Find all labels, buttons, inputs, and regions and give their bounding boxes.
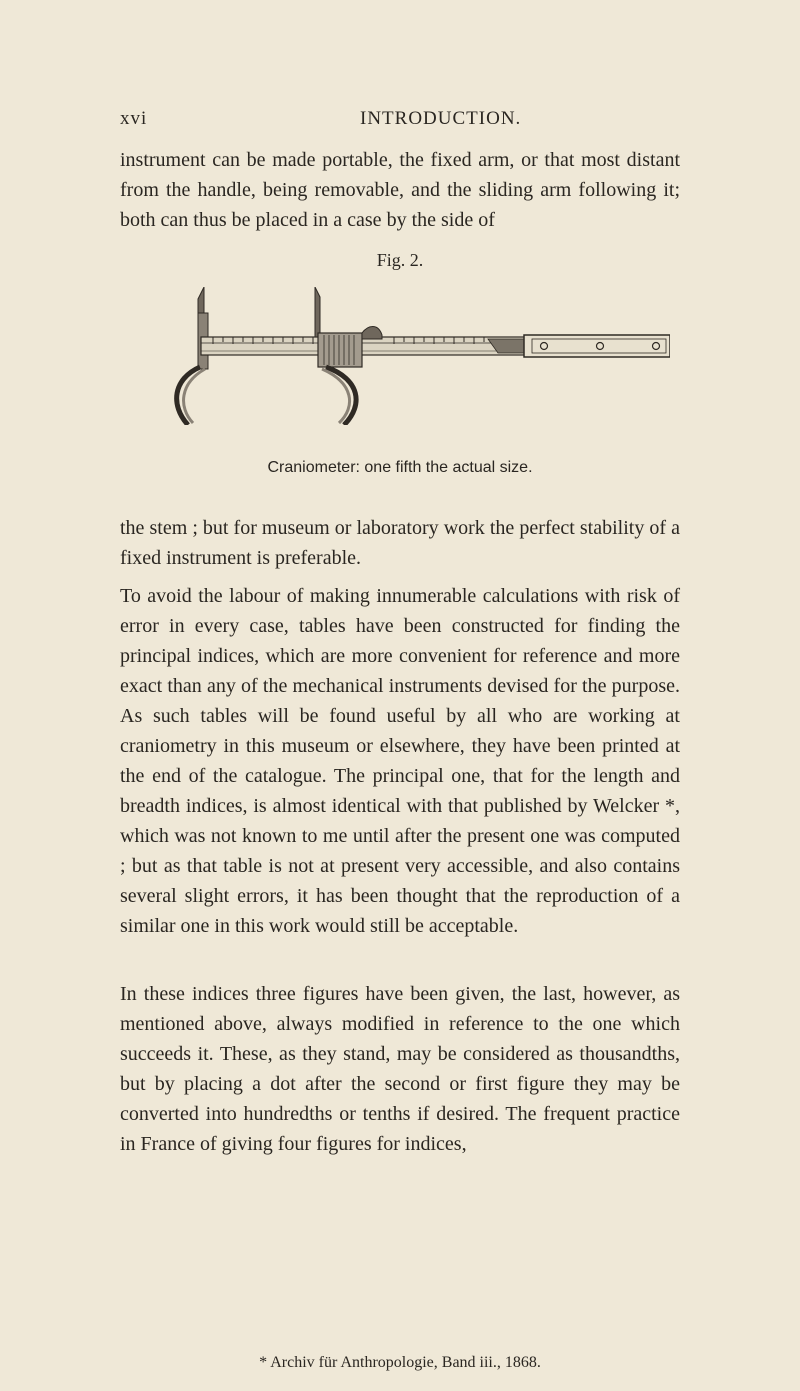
page-number: xvi bbox=[120, 108, 148, 129]
figure-caption: Craniometer: one fifth the actual size. bbox=[267, 459, 533, 476]
running-title: INTRODUCTION. bbox=[360, 108, 522, 129]
figure-label: Fig. 2. bbox=[376, 250, 424, 270]
craniometer-illustration bbox=[168, 287, 670, 425]
paragraph-after-figure: the stem ; but for museum or laboratory work the perfect stability of a fixed instrument is preferable. bbox=[120, 517, 680, 569]
paragraph-indices: In these indices three figures have been given, the last, however, as mentioned above, always modified in reference to the one which succeeds it. These, as they stand, may be considered as thousandths, but by placing a dot after the second or first figure they may be converted into hundredths or tenths if desired. The frequent practice in France of giving four figures for indices, bbox=[120, 983, 680, 1155]
footnote: * Archiv für Anthropologie, Band iii., 1868. bbox=[259, 1354, 541, 1371]
paragraph-opening: instrument can be made portable, the fixed arm, or that most distant from the handle, being removable, and the sliding arm following it; both can thus be placed in a case by the side of bbox=[120, 149, 680, 231]
paragraph-tables: To avoid the labour of making innumerable calculations with risk of error in every case, tables have been constructed for finding the principal indices, which are more convenient for reference and more exact than any of the mechanical instruments devised for the purpose. As such tables will be found useful by all who are working at craniometry in this museum or elsewhere, they have been printed at the end of the catalogue. The principal one, that for the length and breadth indices, is almost identical with that published by Welcker *, which was not known to me until after the present one was computed ; but as that table is not at present very accessible, and also contains several slight errors, it has been thought that the reproduction of a similar one in this work would still be acceptable. bbox=[120, 585, 680, 937]
running-head bbox=[120, 108, 680, 132]
